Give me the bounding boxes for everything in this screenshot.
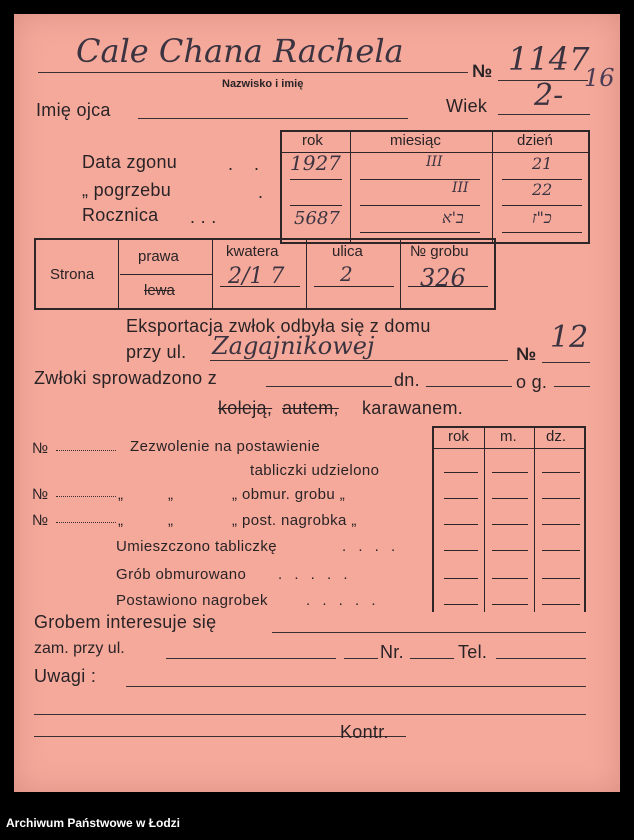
grobu-value: 326 <box>420 264 466 292</box>
col-rok: rok <box>302 132 323 149</box>
export-nr-label: № <box>516 344 537 364</box>
rocznica-rok: 5687 <box>294 208 340 229</box>
zam-label: zam. przy ul. <box>34 640 125 657</box>
przy-label: przy ul. <box>126 342 187 362</box>
col-dzien: dzień <box>517 132 553 149</box>
name-label: Nazwisko i imię <box>222 78 304 90</box>
zgon-rok: 1927 <box>290 151 341 175</box>
col-miesiac: miesiąc <box>390 132 441 149</box>
row-rocznica-label: Rocznica <box>82 205 159 225</box>
obmurowano-label: Grób obmurowano <box>116 566 247 583</box>
name-handwritten: Cale Chana Rachela <box>76 32 404 70</box>
og-label: o g. <box>516 372 548 392</box>
nr-label: № <box>472 61 493 81</box>
kontr-label: Kontr. <box>340 722 389 742</box>
footer-nr-label: Nr. <box>380 642 404 662</box>
transport-karawanem: karawanem. <box>362 398 464 418</box>
transport-kolej: koleją, <box>218 398 273 418</box>
dn-label: dn. <box>394 370 420 390</box>
row-pogrzeb-label: „ pogrzebu <box>82 180 172 200</box>
umieszczono-label: Umieszczono tabliczkę <box>116 538 277 555</box>
grobem-label: Grobem interesuje się <box>34 612 217 632</box>
tel-label: Tel. <box>458 642 488 662</box>
zgon-dzien: 21 <box>532 154 553 173</box>
grid-col-dz: dz. <box>546 428 567 445</box>
permits-date-grid <box>432 426 586 612</box>
pogrzeb-miesiac: III <box>452 180 469 196</box>
permit-line3: „ post. nagrobka „ <box>232 512 357 529</box>
sprowadzono-label: Zwłoki sprowadzono z <box>34 368 218 388</box>
permit-line1: Zezwolenie na postawienie <box>130 438 321 455</box>
transport-autem: autem, <box>282 398 339 418</box>
nr-value: 1147 <box>508 40 590 78</box>
pogrzeb-dzien: 22 <box>532 180 553 199</box>
father-label: Imię ojca <box>36 100 111 120</box>
kwatera-value: 2/1 7 <box>228 264 285 289</box>
age-value: 2- <box>534 78 564 113</box>
export-nr-value: 12 <box>550 320 589 355</box>
kwatera-label: kwatera <box>226 243 279 260</box>
burial-record-card: Cale Chana Rachela Nazwisko i imię № 1147 16 Imię ojca Wiek 2- rok miesiąc dzień Data zgonu . . „ pogrzebu . Rocznica . . . 1927 III 21 III 22 5687 ב'א כ"ז Strona prawa lewa kwatera 2/1 7 ulica 2 № grobu 326 Eksportacja zwłok odbyła się z domu przy ul. Zagajnikowej № 12 Zwłoki sprowadzono z dn. o g. koleją, autem, karawanem. № Zezwolenie na postawienie tabliczki udzielono № „ „ „ obmur. grobu „ № „ „ „ post. nagrobka „ Umieszczono tabliczkę . . . . Grób obmurowano . . . . . Postawiono nagrobek . . . . . rok m. dz. Grobem interesuje się zam. przy ul. Nr. Tel. Uwagi : Kontr. <box>14 14 620 792</box>
ulica-value: 2 <box>340 262 353 286</box>
zgon-miesiac: III <box>426 154 443 170</box>
nr-extra: 16 <box>584 64 615 92</box>
strona-label: Strona <box>50 266 95 283</box>
age-label: Wiek <box>446 96 488 116</box>
ulica-label: ulica <box>332 243 363 260</box>
export-line1: Eksportacja zwłok odbyła się z domu <box>126 316 431 336</box>
postawiono-label: Postawiono nagrobek <box>116 592 268 609</box>
grid-col-rok: rok <box>448 428 469 445</box>
archive-label: Archiwum Państwowe w Łodzi <box>6 816 181 830</box>
lewa-label: lewa <box>144 282 175 299</box>
permit-line2: „ obmur. grobu „ <box>232 486 346 503</box>
grobu-label: № grobu <box>410 243 469 260</box>
prawa-label: prawa <box>138 248 179 265</box>
rocznica-miesiac: ב'א <box>442 208 464 227</box>
uwagi-label: Uwagi : <box>34 666 97 686</box>
rocznica-dzien: כ"ז <box>532 208 552 227</box>
grid-col-m: m. <box>500 428 517 445</box>
row-zgon-label: Data zgonu <box>82 152 178 172</box>
permit-line1b: tabliczki udzielono <box>250 462 380 479</box>
street-value: Zagajnikowej <box>212 332 375 360</box>
